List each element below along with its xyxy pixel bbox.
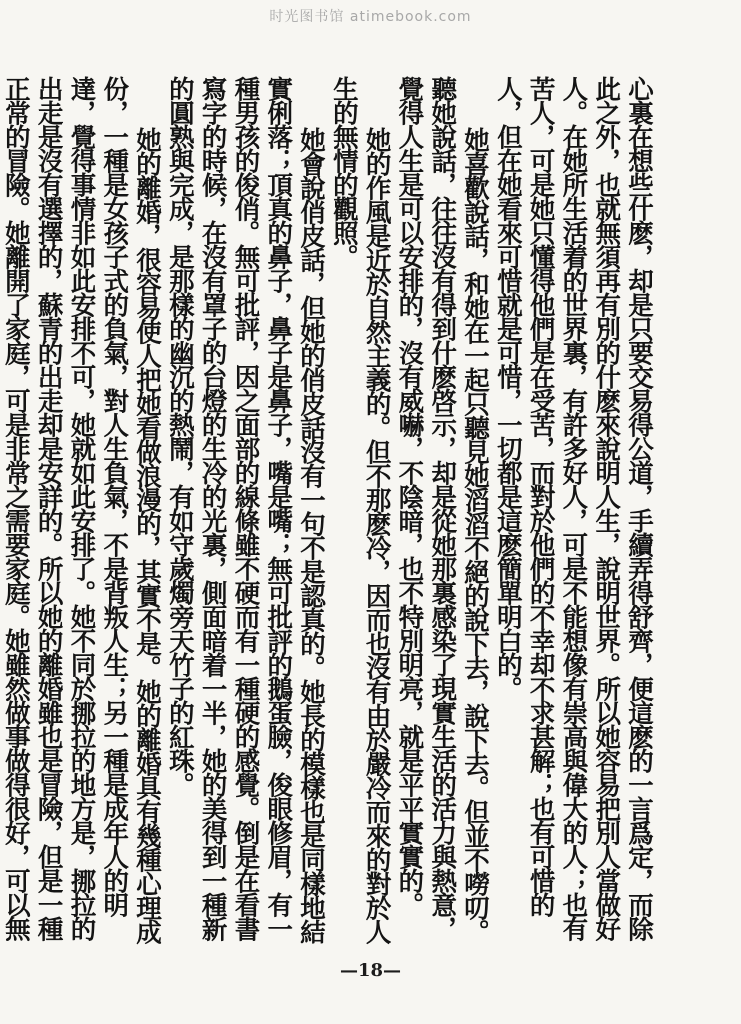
paragraph: 她喜歡說話，和她在一起只聽見她滔滔不絕的說下去，說下去。但並不嘮叨。聽她說話，往往沒有得到什麽啓示，却是從她那裏感染了現實生活的活力與熱意，覺得人生是可以安排的，沒有威嚇，不陰暗，也不特別明亮，就是平平實實的。 (394, 76, 491, 943)
paragraph: 她會說俏皮話，但她的俏皮話沒有一句不是認真的。她長的模樣也是同樣地結實俐落；頂真的鼻子，鼻子是鼻子，嘴是嘴；無可批評的鵝蛋臉，俊眼修眉，有一種男孩的俊俏。無可批評，因之面部的線條雖不硬而有一種硬的感覺。倒是在看書寫字的時候，在沒有罩子的台燈的生冷的光裏，側面暗着一半，她的美得到一種新的圓熟與完成，是那樣的幽沉的熱鬧，有如守歲燭旁天竹子的紅珠。 (164, 76, 327, 943)
paragraph: 她的離婚，很容易使人把她看做浪漫的，其實不是。她的離婚具有幾種心理成份，一種是女孩子式的負氣，對人生負氣，不是背叛人生；另一種是成年人的明達，覺得事情非如此安排不可，她就如此安排了。她不同於挪拉的地方是，挪拉的出走是沒有選擇的，蘇青的出走却是安詳的。所以她的離婚雖也是冒險，但是一種正常的冒險。她離開了家庭，可是非常之需要家庭。她雖然做事做得很好，可以無 (0, 76, 163, 943)
paragraph: 她的作風是近於自然主義的。但不那麽冷，因而也沒有由於嚴冷而來的對於人生的無情的觀照。 (328, 76, 392, 943)
body-text (0, 76, 655, 954)
watermark: 时光图书馆 atimebook.com (269, 9, 472, 25)
page-number: —18— (339, 960, 402, 981)
paragraph: 心裏在想些什麽，却是只要交易得公道，手續弄得舒齊，便這麽的一言爲定，而除此之外，也就無須再有別的什麽來說明人生，說明世界。所以她容易把別人當做好人。在她所生活着的世界裏，有許多好人，可是不能想像有崇高與偉大的人；也有苦人，可是她只懂得他們是在受苦，而對於他們的不幸却不求甚解；也有可惜的人，但在她看來可惜就是可惜，一切都是這麽簡單明白的。 (492, 76, 654, 940)
